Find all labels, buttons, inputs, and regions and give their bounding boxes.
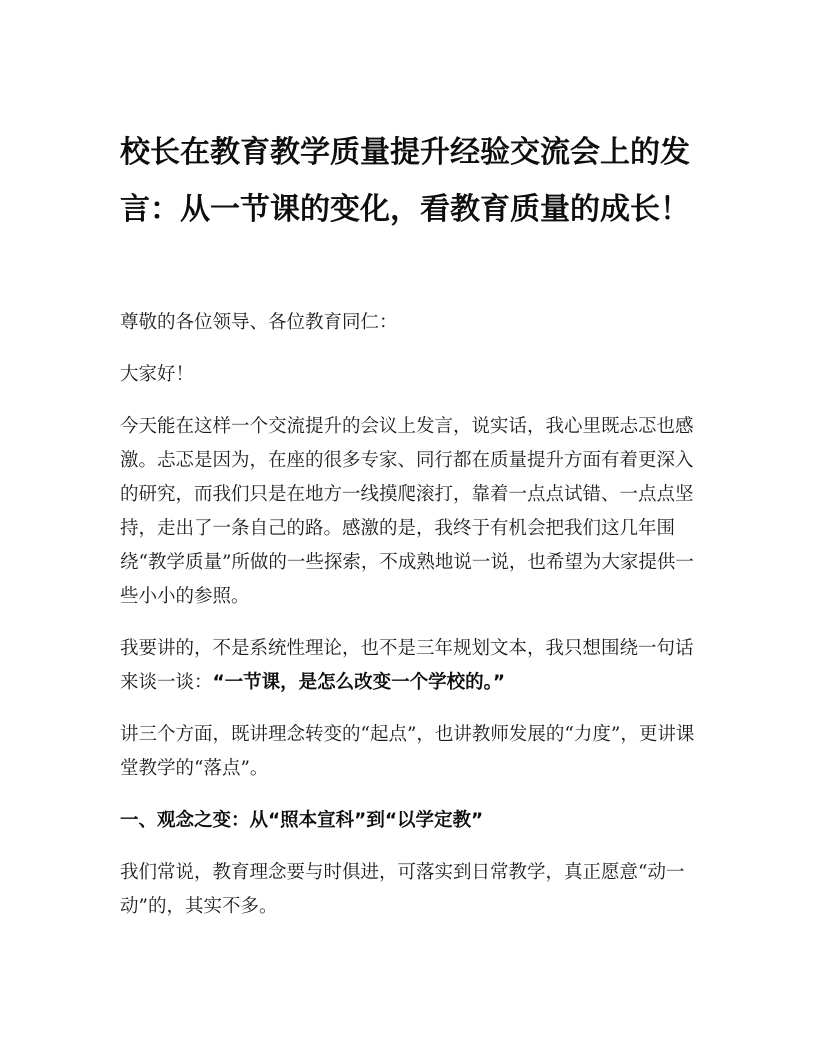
theme-emphasis: “一节课，是怎么改变一个学校的。” bbox=[212, 672, 506, 693]
section-paragraph: 我们常说，教育理念要与时俱进，可落实到日常教学，真正愿意“动一动”的，其实不多。 bbox=[120, 862, 685, 917]
greeting: 大家好！ bbox=[120, 364, 195, 385]
document-title: 校长在教育教学质量提升经验交流会上的发言：从一节课的变化，看教育质量的成长！ bbox=[120, 135, 690, 227]
section-heading: 一、观念之变：从“照本宣科”到“以学定教” bbox=[120, 810, 484, 831]
theme-text: 我要讲的，不是系统性理论，也不是三年规划文本，我只想围绕一句话来谈一谈： bbox=[120, 638, 694, 693]
salutation: 尊敬的各位领导、各位教育同仁： bbox=[120, 312, 398, 333]
theme-paragraph bbox=[120, 632, 696, 700]
outline-paragraph: 讲三个方面，既讲理念转变的“起点”，也讲教师发展的“力度”，更讲课堂教学的“落点”。 bbox=[120, 724, 695, 779]
intro-paragraph: 今天能在这样一个交流提升的会议上发言，说实话，我心里既忐忑也感激。忐忑是因为，在座的很多专家、同行都在质量提升方面有着更深入的研究，而我们只是在地方一线摸爬滚打，靠着一点点试错、一点点坚持，走出了一条自己的路。感激的是，我终于有机会把我们这几年围绕“教学质量”所做的一些探索，不成熟地说一说，也希望为大家提供一些小小的参照。 bbox=[120, 416, 694, 607]
document-page bbox=[120, 124, 696, 942]
